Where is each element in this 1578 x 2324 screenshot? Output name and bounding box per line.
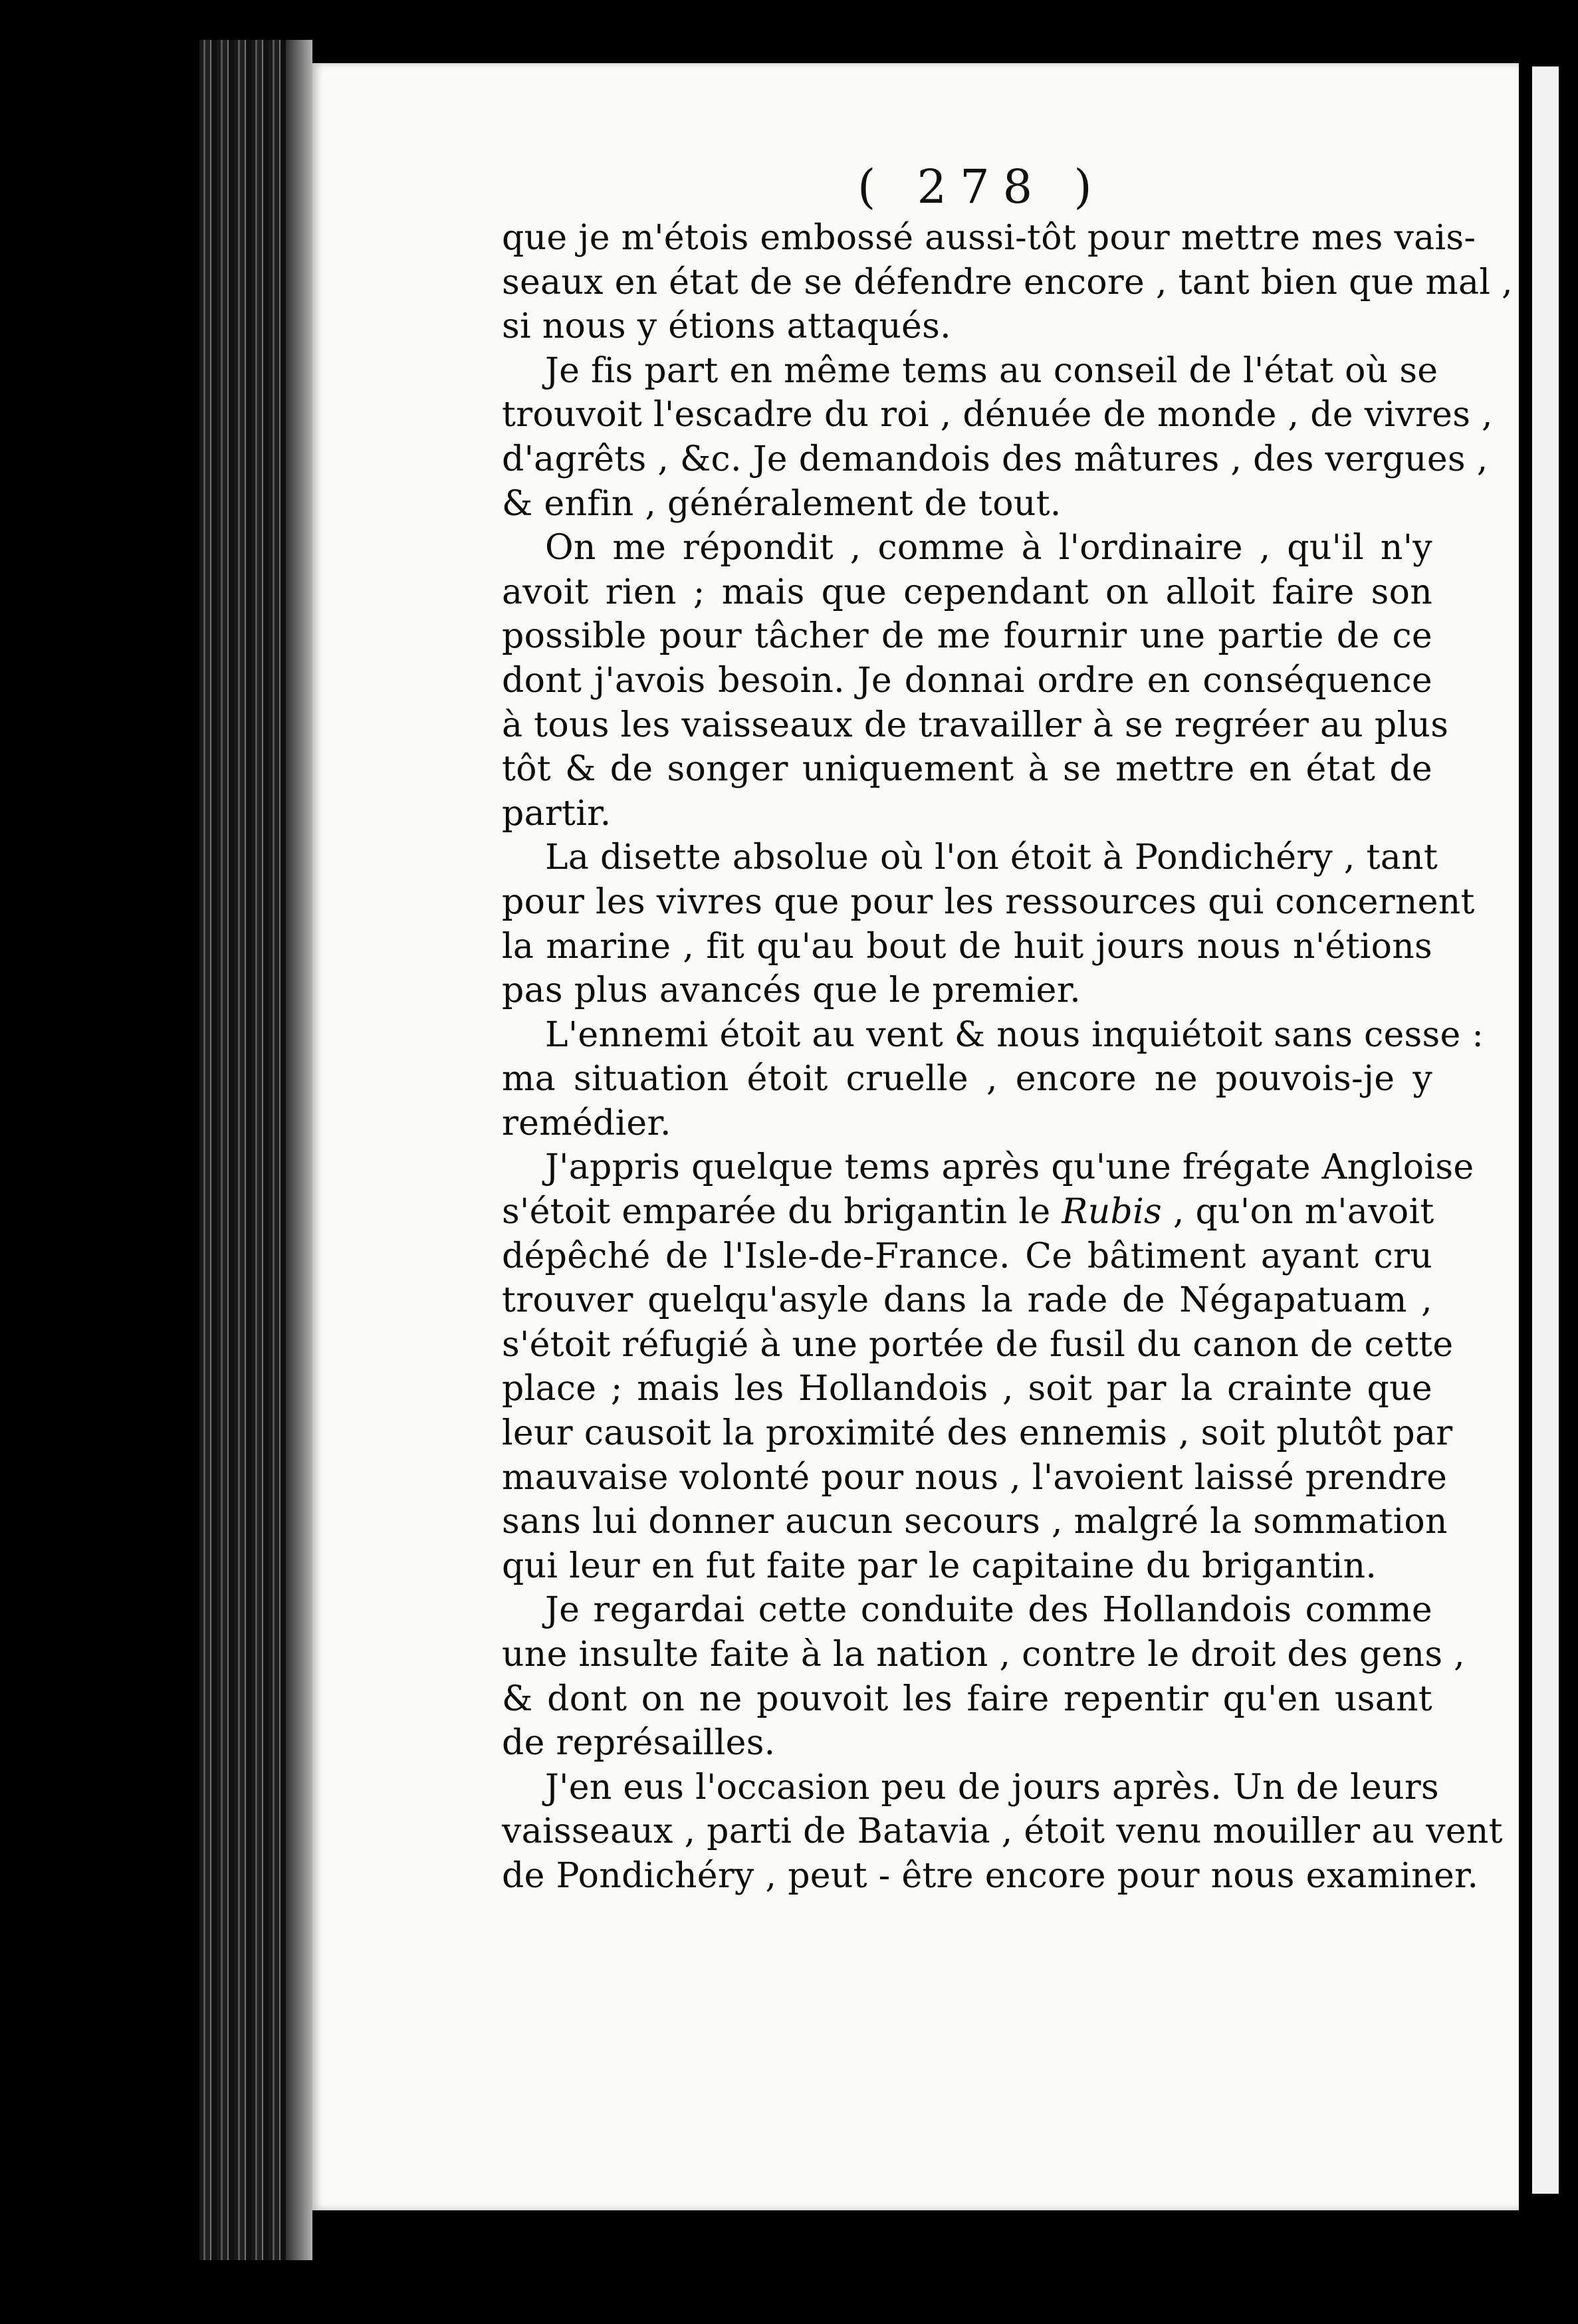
text-line: tôt & de songer uniquement à se mettre en état de bbox=[502, 749, 1432, 790]
text-line: & dont on ne pouvoit les faire repentir qu'en usant bbox=[502, 1679, 1432, 1719]
text-line: partir. bbox=[502, 793, 612, 834]
paragraph bbox=[502, 1145, 1474, 1588]
text-line: place ; mais les Hollandois , soit par la crainte que bbox=[502, 1369, 1432, 1409]
text-line: pas plus avancés que le premier. bbox=[502, 971, 1081, 1011]
paragraph bbox=[502, 526, 1449, 836]
paragraph bbox=[502, 1013, 1484, 1146]
text-line: la marine , fit qu'au bout de huit jours nous n'étions bbox=[502, 926, 1432, 967]
text-line: vaisseaux , parti de Batavia , étoit venu mouiller au vent bbox=[502, 1811, 1503, 1852]
text-line: J'en eus l'occasion peu de jours après. Un de leurs bbox=[545, 1767, 1440, 1807]
text-line: à tous les vaisseaux de travailler à se regréer au plus bbox=[502, 705, 1449, 745]
text-line: trouvoit l'escadre du roi , dénuée de monde , de vivres , bbox=[502, 395, 1493, 435]
text-line: une insulte faite à la nation , contre le droit des gens , bbox=[502, 1635, 1465, 1675]
text-line: d'agrêts , &c. Je demandois des mâtures , des vergues , bbox=[502, 439, 1488, 479]
book-page-edges bbox=[199, 40, 312, 2260]
text-line: mauvaise volonté pour nous , l'avoient laissé prendre bbox=[502, 1457, 1448, 1498]
text-line: ma situation étoit cruelle , encore ne pouvois-je y bbox=[502, 1059, 1432, 1100]
text-line: que je m'étois embossé aussi-tôt pour mettre mes vais- bbox=[502, 218, 1476, 258]
film-margin-left bbox=[0, 0, 199, 2324]
text-line: J'appris quelque tems après qu'une frégate Angloise bbox=[545, 1147, 1474, 1188]
text-line: remédier. bbox=[502, 1103, 671, 1143]
text-line: Je fis part en même tems au conseil de l'état où se bbox=[545, 350, 1438, 391]
text-line: L'ennemi étoit au vent & nous inquiétoit sans cesse : bbox=[545, 1014, 1484, 1055]
text-line: de Pondichéry , peut - être encore pour nous examiner. bbox=[502, 1855, 1479, 1896]
paragraph bbox=[502, 216, 1513, 349]
text-line: sans lui donner aucun secours , malgré la sommation bbox=[502, 1502, 1448, 1542]
text-line: trouver quelqu'asyle dans la rade de Négapatuam , bbox=[502, 1280, 1432, 1321]
text-line: possible pour tâcher de me fournir une partie de ce bbox=[502, 616, 1432, 657]
text-line: Je regardai cette conduite des Hollandois comme bbox=[545, 1590, 1432, 1631]
paragraph bbox=[502, 1766, 1503, 1899]
text-line: dont j'avois besoin. Je donnai ordre en conséquence bbox=[502, 660, 1432, 701]
text-line: avoit rien ; mais que cependant on alloit faire son bbox=[502, 572, 1432, 612]
text-line: seaux en état de se défendre encore , tant bien que mal , bbox=[502, 262, 1513, 302]
text-line: s'étoit emparée du brigantin le Rubis , qu'on m'avoit bbox=[502, 1192, 1434, 1232]
text-line: qui leur en fut faite par le capitaine du brigantin. bbox=[502, 1546, 1377, 1586]
paragraph bbox=[502, 836, 1475, 1012]
text-line: pour les vivres que pour les ressources qui concernent bbox=[502, 881, 1475, 922]
text-line: leur causoit la proximité des ennemis , soit plutôt par bbox=[502, 1413, 1453, 1454]
text-line: On me répondit , comme à l'ordinaire , qu'il n'y bbox=[545, 528, 1432, 568]
text-line: & enfin , généralement de tout. bbox=[502, 483, 1062, 524]
body-text bbox=[502, 216, 1513, 1899]
paragraph bbox=[502, 349, 1493, 526]
text-line: de représailles. bbox=[502, 1723, 776, 1764]
text-line: dépêché de l'Isle-de-France. Ce bâtiment ayant cru bbox=[502, 1236, 1432, 1276]
page-number: ( 278 ) bbox=[857, 160, 1105, 214]
text-line: s'étoit réfugié à une portée de fusil du canon de cette bbox=[502, 1324, 1454, 1365]
text-line: La disette absolue où l'on étoit à Pondichéry , tant bbox=[545, 838, 1438, 878]
film-margin-right bbox=[1519, 0, 1578, 2324]
paragraph bbox=[502, 1588, 1465, 1765]
text-line: si nous y étions attaqués. bbox=[502, 306, 951, 347]
